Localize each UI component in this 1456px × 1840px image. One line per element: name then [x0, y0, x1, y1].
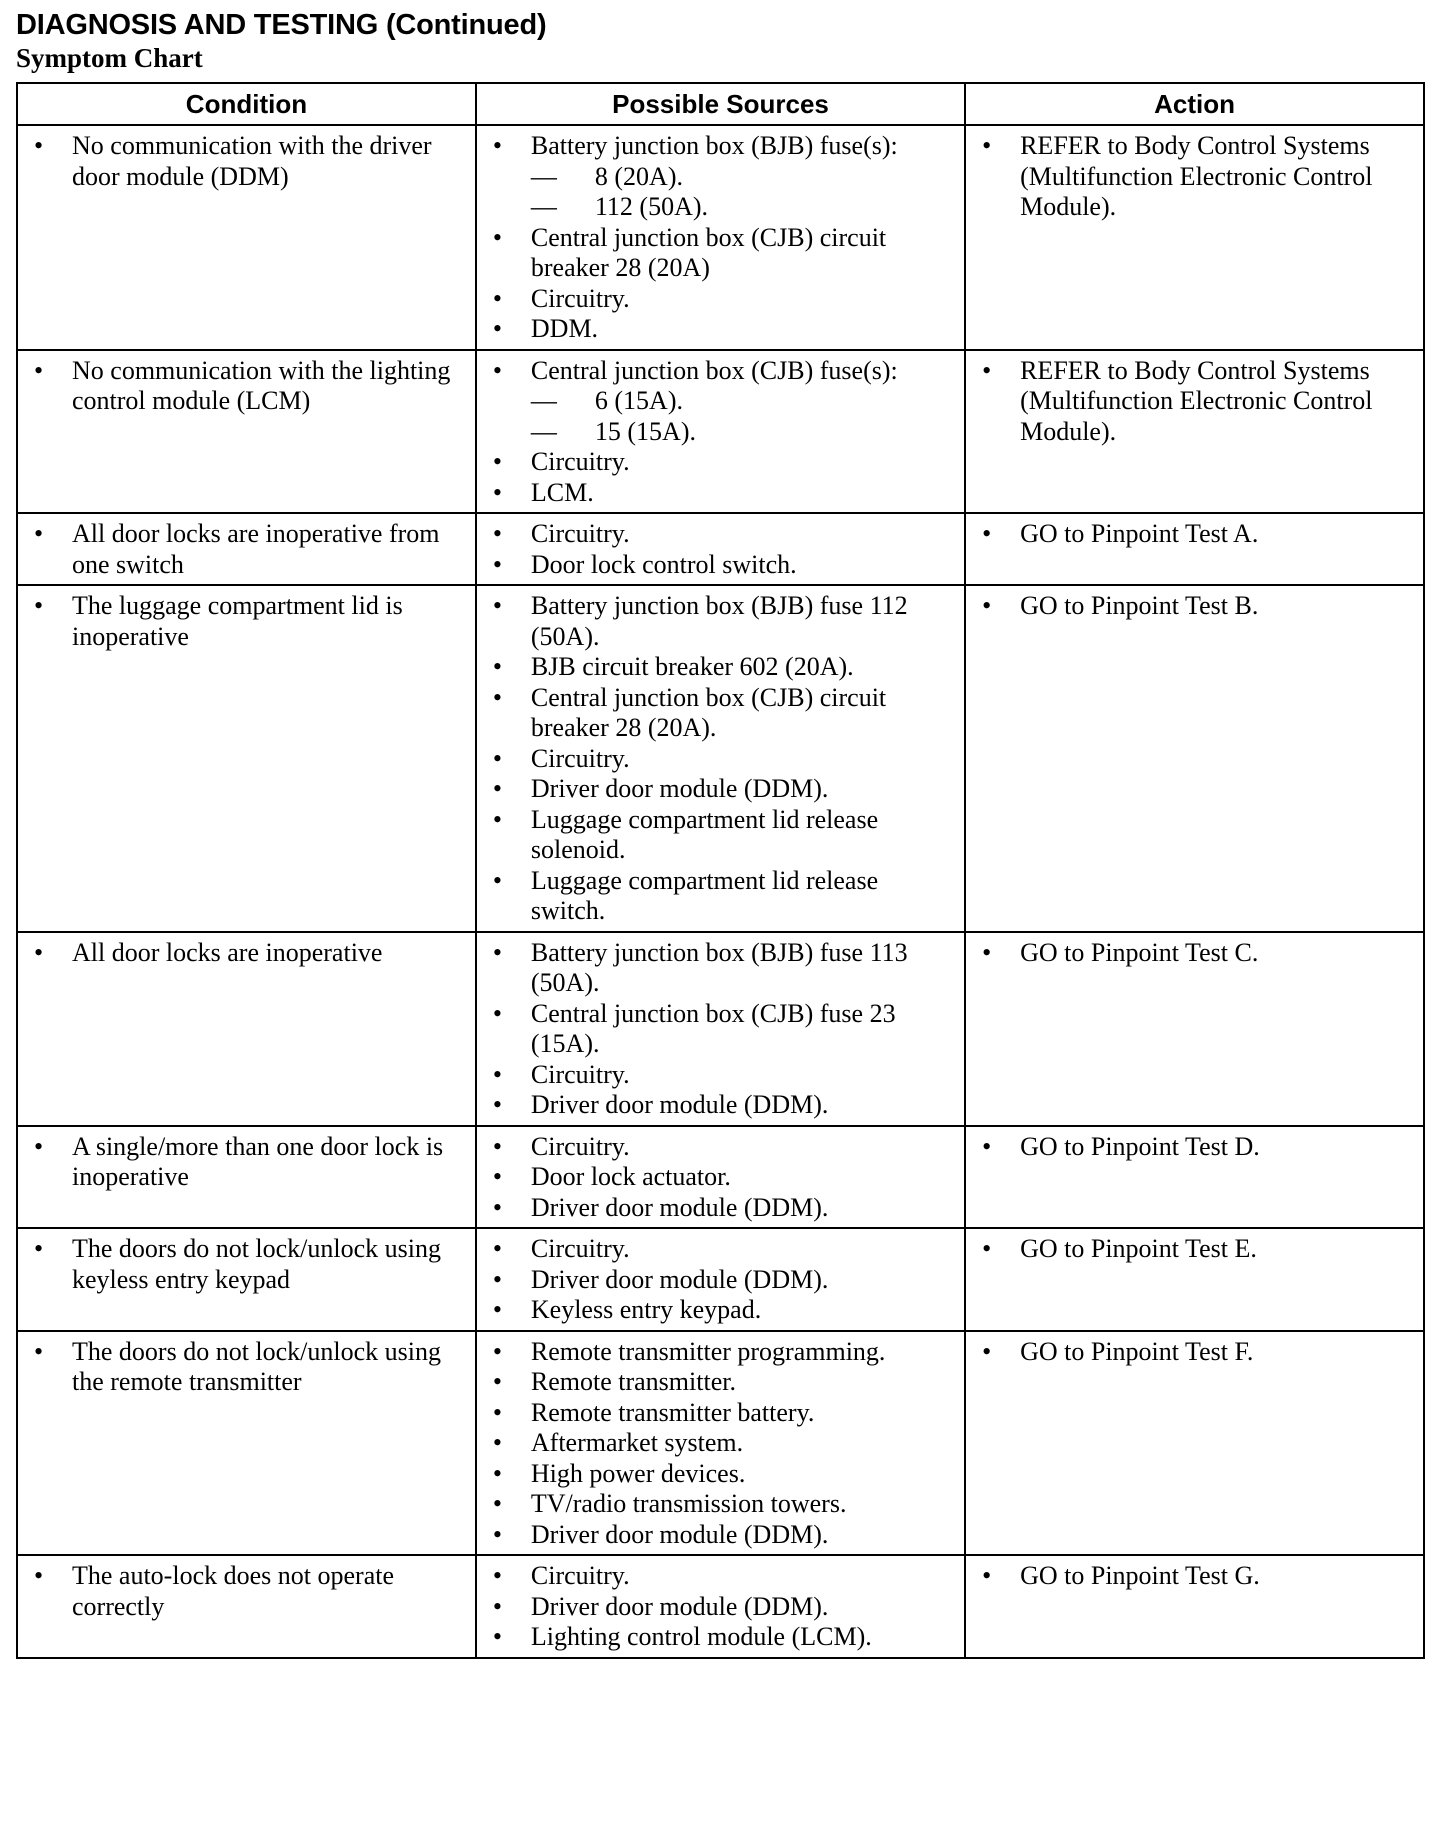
- action-cell: [965, 585, 1424, 932]
- dash-mark: —: [530, 386, 557, 415]
- condition-cell: [17, 1331, 476, 1556]
- source-item: • High power devices.: [485, 1459, 956, 1490]
- table-row: [17, 1126, 1424, 1229]
- sources-cell: [476, 932, 965, 1126]
- source-item: • Battery junction box (BJB) fuse(s):: [485, 131, 956, 162]
- source-item: • LCM.: [485, 478, 956, 509]
- action-cell: [965, 1228, 1424, 1331]
- source-item: • Driver door module (DDM).: [485, 1090, 956, 1121]
- source-item: • Circuitry.: [485, 1060, 956, 1091]
- sources-list: [485, 519, 956, 580]
- source-subitem: [485, 386, 956, 417]
- table-body: [17, 125, 1424, 1658]
- action-text: • GO to Pinpoint Test B.: [974, 591, 1415, 622]
- source-subitem: [485, 162, 956, 193]
- condition-list: [26, 1234, 467, 1295]
- action-cell: [965, 932, 1424, 1126]
- dash-mark: —: [530, 416, 557, 446]
- sources-list: [485, 356, 956, 509]
- action-text: • GO to Pinpoint Test F.: [974, 1337, 1415, 1368]
- condition-list: [26, 591, 467, 652]
- source-item: • TV/radio transmission towers.: [485, 1489, 956, 1520]
- table-row: [17, 1228, 1424, 1331]
- source-item: • Circuitry.: [485, 1561, 956, 1592]
- sources-cell: [476, 1228, 965, 1331]
- source-item: • Luggage compartment lid release solenoid.: [485, 805, 956, 866]
- action-cell: [965, 350, 1424, 514]
- condition-cell: [17, 350, 476, 514]
- source-item: • Driver door module (DDM).: [485, 1265, 956, 1296]
- sources-list: [485, 131, 956, 345]
- condition-cell: [17, 585, 476, 932]
- action-list: [974, 131, 1415, 223]
- source-subitem: [485, 192, 956, 223]
- condition-cell: [17, 1126, 476, 1229]
- column-header-action: Action: [965, 83, 1424, 125]
- condition-text: • A single/more than one door lock is inoperative: [26, 1132, 467, 1193]
- sources-list: [485, 1234, 956, 1326]
- source-item: • Central junction box (CJB) circuit breaker 28 (20A).: [485, 683, 956, 744]
- source-item: • Driver door module (DDM).: [485, 1520, 956, 1551]
- sources-list: [485, 1561, 956, 1653]
- sources-cell: [476, 1331, 965, 1556]
- action-cell: [965, 1555, 1424, 1658]
- action-text: • REFER to Body Control Systems (Multifunction Electronic Control Module).: [974, 356, 1415, 448]
- table-row: [17, 513, 1424, 585]
- action-cell: [965, 1331, 1424, 1556]
- source-item: • Central junction box (CJB) fuse(s):: [485, 356, 956, 387]
- action-cell: [965, 125, 1424, 350]
- condition-list: [26, 356, 467, 417]
- condition-list: [26, 519, 467, 580]
- condition-cell: [17, 932, 476, 1126]
- source-item: • Central junction box (CJB) fuse 23 (15A).: [485, 999, 956, 1060]
- sources-cell: [476, 585, 965, 932]
- source-item: • Remote transmitter battery.: [485, 1398, 956, 1429]
- condition-list: [26, 938, 467, 969]
- condition-text: • No communication with the lighting control module (LCM): [26, 356, 467, 417]
- table-row: [17, 350, 1424, 514]
- source-item: • Lighting control module (LCM).: [485, 1622, 956, 1653]
- sources-cell: [476, 513, 965, 585]
- action-cell: [965, 1126, 1424, 1229]
- source-item: • Circuitry.: [485, 1132, 956, 1163]
- sources-list: [485, 591, 956, 927]
- source-subitem-text: 112 (50A).: [594, 192, 709, 221]
- condition-text: • The luggage compartment lid is inoperative: [26, 591, 467, 652]
- source-subitem-text: 15 (15A).: [594, 416, 696, 446]
- condition-text: • The auto-lock does not operate correctly: [26, 1561, 467, 1622]
- action-text: • GO to Pinpoint Test E.: [974, 1234, 1415, 1265]
- action-list: [974, 1561, 1415, 1592]
- action-list: [974, 591, 1415, 622]
- source-item: • Luggage compartment lid release switch.: [485, 866, 956, 927]
- page-heading: DIAGNOSIS AND TESTING (Continued): [16, 9, 547, 41]
- condition-cell: [17, 1228, 476, 1331]
- source-item: • Driver door module (DDM).: [485, 1193, 956, 1224]
- condition-text: • The doors do not lock/unlock using keyless entry keypad: [26, 1234, 467, 1295]
- symptom-chart-table: [16, 82, 1425, 1659]
- source-item: • Circuitry.: [485, 447, 956, 478]
- table-row: [17, 125, 1424, 350]
- action-list: [974, 1132, 1415, 1163]
- chart-title: Symptom Chart: [16, 43, 203, 73]
- source-item: • Aftermarket system.: [485, 1428, 956, 1459]
- action-cell: [965, 513, 1424, 585]
- action-list: [974, 938, 1415, 969]
- source-item: • Battery junction box (BJB) fuse 112 (50A).: [485, 591, 956, 652]
- sources-cell: [476, 125, 965, 350]
- source-item: • Driver door module (DDM).: [485, 1592, 956, 1623]
- source-item: • DDM.: [485, 314, 956, 345]
- table-row: [17, 1331, 1424, 1556]
- action-text: • GO to Pinpoint Test D.: [974, 1132, 1415, 1163]
- action-text: • REFER to Body Control Systems (Multifunction Electronic Control Module).: [974, 131, 1415, 223]
- condition-cell: [17, 513, 476, 585]
- source-item: • Door lock actuator.: [485, 1162, 956, 1193]
- table-row: [17, 1555, 1424, 1658]
- condition-text: • All door locks are inoperative: [26, 938, 467, 969]
- column-header-condition: Condition: [17, 83, 476, 125]
- action-list: [974, 519, 1415, 550]
- condition-list: [26, 1337, 467, 1398]
- action-list: [974, 356, 1415, 448]
- action-list: [974, 1234, 1415, 1265]
- source-item: • Battery junction box (BJB) fuse 113 (50A).: [485, 938, 956, 999]
- column-header-sources: Possible Sources: [476, 83, 965, 125]
- sources-cell: [476, 350, 965, 514]
- dash-mark: —: [530, 192, 557, 221]
- dash-mark: —: [530, 161, 557, 191]
- document-page: [16, 8, 1426, 1659]
- sources-cell: [476, 1126, 965, 1229]
- condition-list: [26, 1132, 467, 1193]
- condition-list: [26, 131, 467, 192]
- sources-list: [485, 938, 956, 1121]
- sources-list: [485, 1132, 956, 1224]
- source-item: • Remote transmitter programming.: [485, 1337, 956, 1368]
- condition-cell: [17, 125, 476, 350]
- sources-list: [485, 1337, 956, 1551]
- source-item: • Driver door module (DDM).: [485, 774, 956, 805]
- condition-list: [26, 1561, 467, 1622]
- source-subitem-text: 6 (15A).: [594, 386, 683, 415]
- condition-cell: [17, 1555, 476, 1658]
- action-text: • GO to Pinpoint Test A.: [974, 519, 1415, 550]
- action-text: • GO to Pinpoint Test C.: [974, 938, 1415, 969]
- condition-text: • No communication with the driver door module (DDM): [26, 131, 467, 192]
- condition-text: • All door locks are inoperative from one switch: [26, 519, 467, 580]
- source-item: • Circuitry.: [485, 1234, 956, 1265]
- source-item: • Central junction box (CJB) circuit breaker 28 (20A): [485, 223, 956, 284]
- condition-text: • The doors do not lock/unlock using the remote transmitter: [26, 1337, 467, 1398]
- table-header-row: [17, 83, 1424, 125]
- source-item: • Remote transmitter.: [485, 1367, 956, 1398]
- action-text: • GO to Pinpoint Test G.: [974, 1561, 1415, 1592]
- source-subitem: [485, 417, 956, 448]
- source-item: • Circuitry.: [485, 284, 956, 315]
- source-subitem-text: 8 (20A).: [594, 161, 683, 191]
- table-row: [17, 585, 1424, 932]
- source-item: • Door lock control switch.: [485, 550, 956, 581]
- table-row: [17, 932, 1424, 1126]
- source-item: • Circuitry.: [485, 744, 956, 775]
- source-item: • BJB circuit breaker 602 (20A).: [485, 652, 956, 683]
- sources-cell: [476, 1555, 965, 1658]
- source-item: • Keyless entry keypad.: [485, 1295, 956, 1326]
- source-item: • Circuitry.: [485, 519, 956, 550]
- action-list: [974, 1337, 1415, 1368]
